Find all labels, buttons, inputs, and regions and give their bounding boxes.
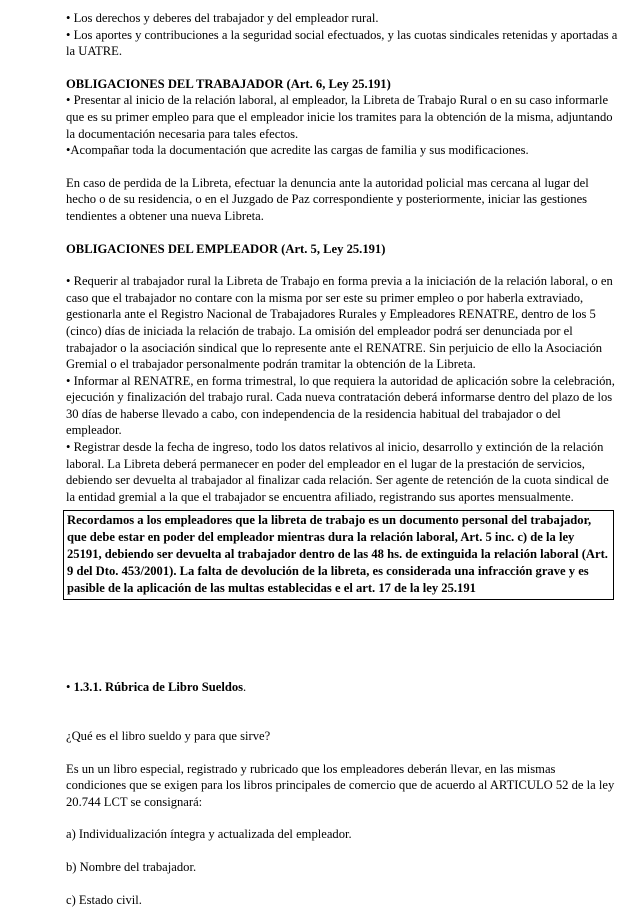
empleador-bullet-registrar: • Registrar desde la fecha de ingreso, todo los datos relativos al inicio, desarrollo y extinción de la relación laboral. La Libreta deberá permanecer en poder del empleador en el lugar de la prestación de servicios, debiendo ser devuelta al trabajador al finalizar cada relación. Ser agente de retención de la cuota sindical de la entidad gremial a la que el trabajador se encuentra afiliado, registrando sus aportes mensualmente. — [66, 439, 618, 505]
list-item-empleador: a) Individualización íntegra y actualizada del empleador. — [66, 827, 352, 842]
section-title-text: 1.3.1. Rúbrica de Libro Sueldos — [73, 680, 244, 695]
answer-libro-sueldo: Es un un libro especial, registrado y rubricado que los empleadores deberán llevar, en las mismas condiciones que se exigen para los libros principales de comercio que de acuerdo al ARTICULO 52 de la ley 20.744 LCT se consignará: — [66, 761, 615, 809]
intro-bullet-contributions: • Los aportes y contribuciones a la seguridad social efectuados, y las cuotas sindicales retenidas y aportadas a la UATRE. — [66, 27, 618, 60]
intro-bullet-rights: • Los derechos y deberes del trabajador y del empleador rural. — [66, 10, 618, 27]
heading-obligaciones-trabajador: OBLIGACIONES DEL TRABAJADOR (Art. 6, Ley 25.191) — [66, 76, 391, 91]
heading-obligaciones-empleador: OBLIGACIONES DEL EMPLEADOR (Art. 5, Ley 25.191) — [66, 241, 386, 256]
list-item-nombre: b) Nombre del trabajador. — [66, 860, 197, 874]
empleador-bullet-informar: • Informar al RENATRE, en forma trimestral, lo que requiera la autoridad de aplicación sobre la celebración, ejecución y finalización del trabajo rural. Cada nueva contratación deberá informarse dentro del plazo de los 30 días de haberse llevado a cabo, con independencia de la residencia habitual del trabajador o del empleador. — [66, 373, 618, 439]
list-item-estado-civil: c) Estado civil. — [66, 892, 142, 907]
trabajador-bullet-libreta: • Presentar al inicio de la relación laboral, al empleador, la Libreta de Trabajo Rural o en su caso informarle que es su primer empleo para que el empleador inicie los tramites para la obtención de la misma, adjuntando la documentación necesaria para tales efectos. — [66, 92, 618, 142]
trabajador-paragraph-perdida: En caso de perdida de la Libreta, efectuar la denuncia ante la autoridad policial mas cercana al lugar del hecho o de su residencia, o en el Juzgado de Paz correspondiente y posteriormente, iniciar las gestiones tendientes a obtener una nueva Libreta. — [66, 175, 589, 223]
empleador-bullet-requerir: • Requerir al trabajador rural la Libreta de Trabajo en forma previa a la iniciación de la relación laboral, o en caso que el trabajador no contare con la misma por ser este su primer empleo o por haberla extraviado, gestionarla ante el Registro Nacional de Trabajadores Rurales y Empleadores RENATRE, dentro de los 5 (cinco) días de iniciada la relación de trabajo. La omisión del empleador podrá ser denunciada por el trabajador o la asociación sindical que lo represente ante el RENATRE. Sin perjuicio de ello la Asociación Gremial o el trabajador personalmente podrán tramitar la obtención de la Libreta. — [66, 273, 618, 373]
trabajador-bullet-cargas: • Acompañar toda la documentación que acredite las cargas de familia y sus modificaciones. — [66, 142, 618, 159]
question-libro-sueldo: ¿Qué es el libro sueldo y para que sirve? — [66, 729, 271, 744]
notice-box-libreta: Recordamos a los empleadores que la libreta de trabajo es un documento personal del trabajador, que debe estar en poder del empleador mientras dura la relación laboral, Art. 5 inc. c) de la ley 25191, debiendo ser devuelta al trabajador dentro de las 48 hs. de extinguida la relación laboral (Art. 9 del Dto. 453/2001). La falta de devolución de la libreta, es considerada una infracción grave y es pasible de la aplicación de las multas establecidas e el art. 17 de la ley 25.191 — [63, 510, 614, 600]
section-title-suffix: . — [243, 680, 247, 695]
section-title-rubrica — [66, 679, 618, 696]
section-bullet: • — [66, 680, 74, 695]
document-page — [66, 10, 618, 908]
